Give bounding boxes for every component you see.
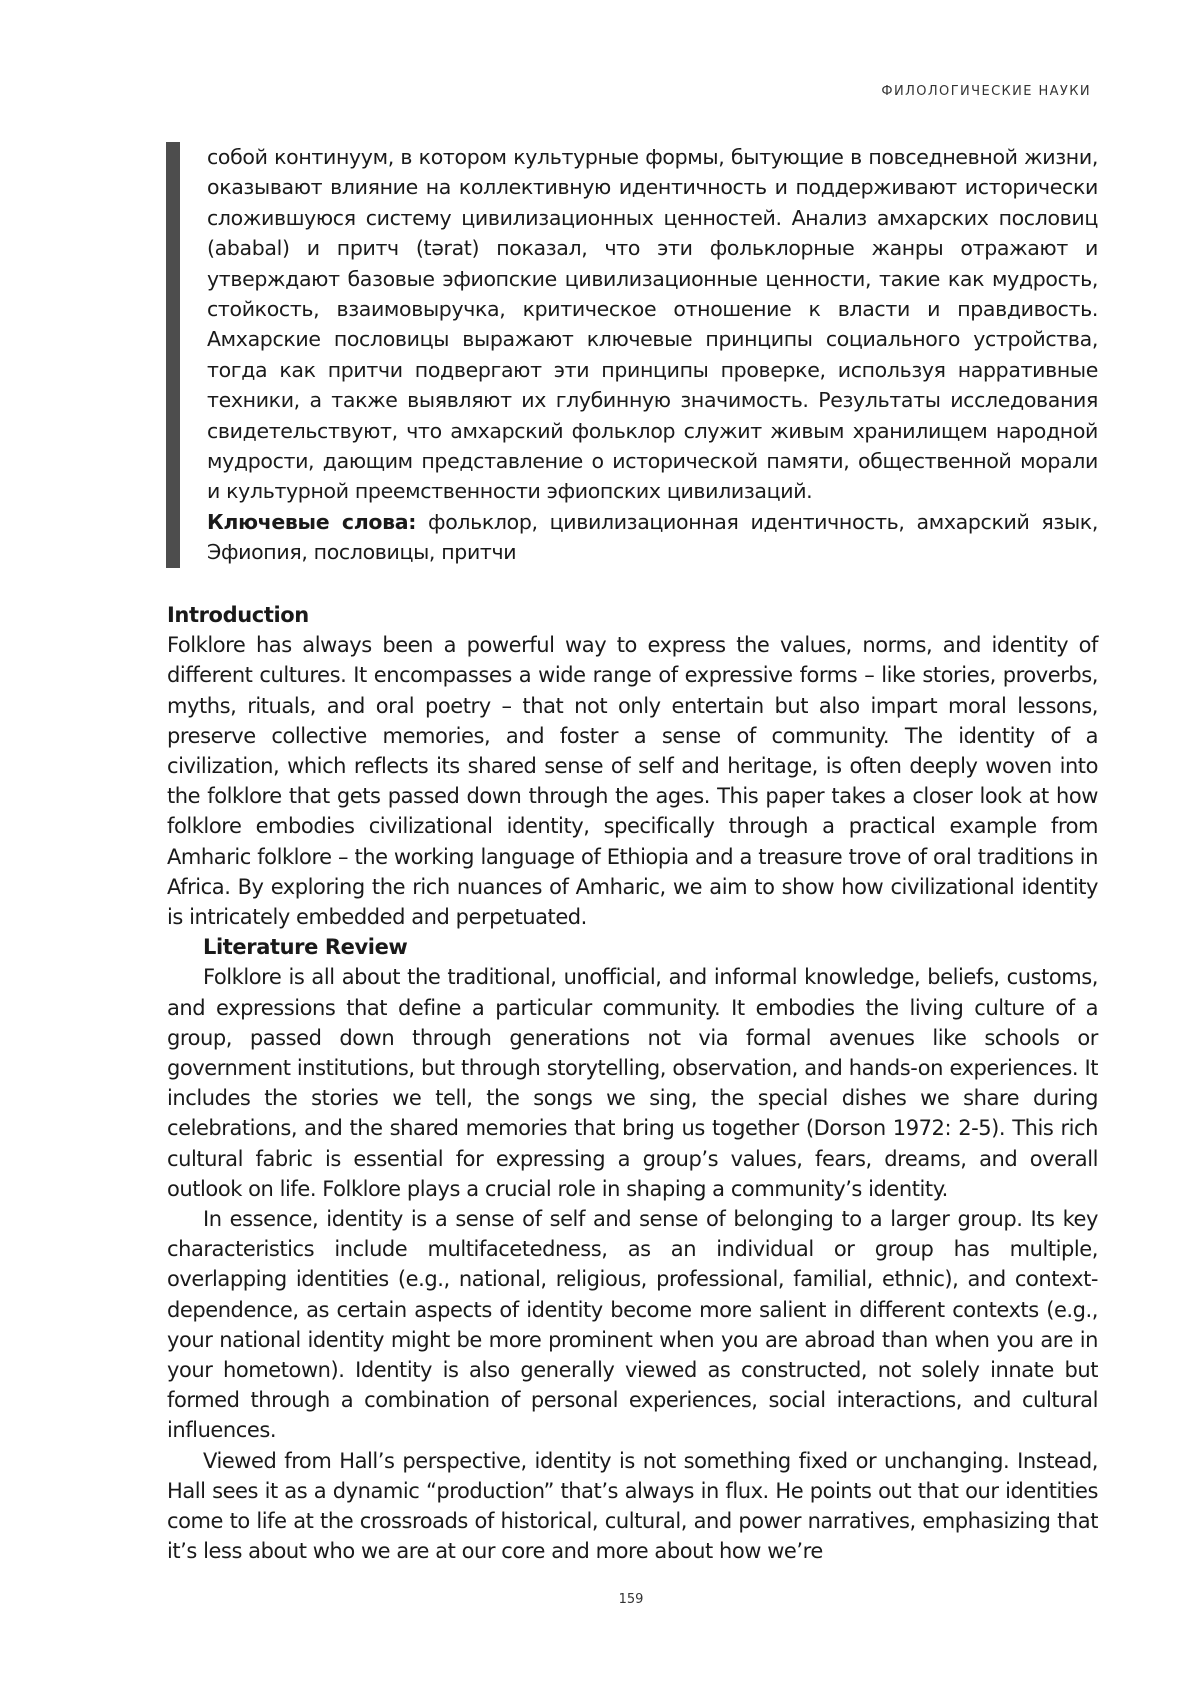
introduction-paragraph: Folklore has always been a powerful way to express the values, norms, and identity of different cultures. It encompasses a wide range of expressive forms – like stories, proverbs, myths, rituals, and oral poetry – that not only entertain but also impart moral lessons, preserve collective memories, and foster a sense of community. The identity of a civilization, which reflects its shared sense of self and heritage, is often deeply woven into the folklore that gets passed down through the ages. This paper takes a closer look at how folklore embodies civilizational identity, specifically through a practical example from Amharic folklore – the working language of Ethiopia and a treasure trove of oral traditions in Africa. By exploring the rich nuances of Amharic, we aim to show how civilizational identity is intricately embedded and perpetuated. <box>167 633 1098 930</box>
literature-review-paragraph-1: Folklore is all about the traditional, unofficial, and informal knowledge, beliefs, customs, and expressions that define a particular community. It embodies the living culture of a group, passed down through generations not via formal avenues like schools or government institutions, but through storytelling, observation, and hands-on experiences. It includes the stories we tell, the songs we sing, the special dishes we share during celebrations, and the shared memories that bring us together (Dorson 1972: 2-5). This rich cultural fabric is essential for expressing a group’s values, fears, dreams, and overall outlook on life. Folklore plays a crucial role in shaping a community’s identity. <box>167 965 1098 1201</box>
literature-review-paragraph-2: In essence, identity is a sense of self and sense of belonging to a larger group. Its key characteristics include multifacetedness, as an individual or group has multiple, overlapping identities (e.g., national, religious, professional, familial, ethnic), and context-dependence, as certain aspects of identity become more salient in different contexts (e.g., your national identity might be more prominent when you are abroad than when you are in your hometown). Identity is also generally viewed as constructed, not solely innate but formed through a combination of personal experiences, social interactions, and cultural influences. <box>167 1207 1098 1443</box>
page-number: 159 <box>618 1592 644 1607</box>
keywords-list: фольклор, цивилизационная идентичность, амхарский язык, Эфиопия, пословицы, притчи <box>207 509 1098 565</box>
abstract-block <box>166 142 1098 568</box>
introduction-heading: Introduction <box>167 603 309 627</box>
running-header: ФИЛОЛОГИЧЕСКИЕ НАУКИ <box>881 84 1091 99</box>
abstract-text: собой континуум, в котором культурные формы, бытующие в повседневной жизни, оказывают влияние на коллективную идентичность и поддерживают исторически сложившуюся систему цивилизационных ценностей. Анализ амхарских пословиц (ababal) и притч (tərat) показал, что эти фольклорные жанры отражают и утверждают базовые эфиопские цивилизационные ценности, такие как мудрость, стойкость, взаимовыручка, критическое отношение к власти и правдивость. Амхарские пословицы выражают ключевые принципы социального устройства, тогда как притчи подвергают эти принципы проверке, используя нарративные техники, а также выявляют их глубинную значимость. Результаты исследования свидетельствуют, что амхарский фольклор служит живым хранилищем народной мудрости, дающим представление о исторической памяти, общественной морали и культурной преемственности эфиопских цивилизаций. <box>207 145 1098 504</box>
main-body <box>167 600 1098 1567</box>
keywords <box>207 507 1098 568</box>
literature-review-heading: Literature Review <box>203 935 408 960</box>
keywords-label: Ключевые слова: <box>207 509 417 534</box>
literature-review-paragraph-3: Viewed from Hall’s perspective, identity is not something fixed or unchanging. Instead, Hall sees it as a dynamic “production” that’s always in flux. He points out that our identities come to life at the crossroads of historical, cultural, and power narratives, emphasizing that it’s less about who we are at our core and more about how we’re <box>167 1448 1098 1564</box>
